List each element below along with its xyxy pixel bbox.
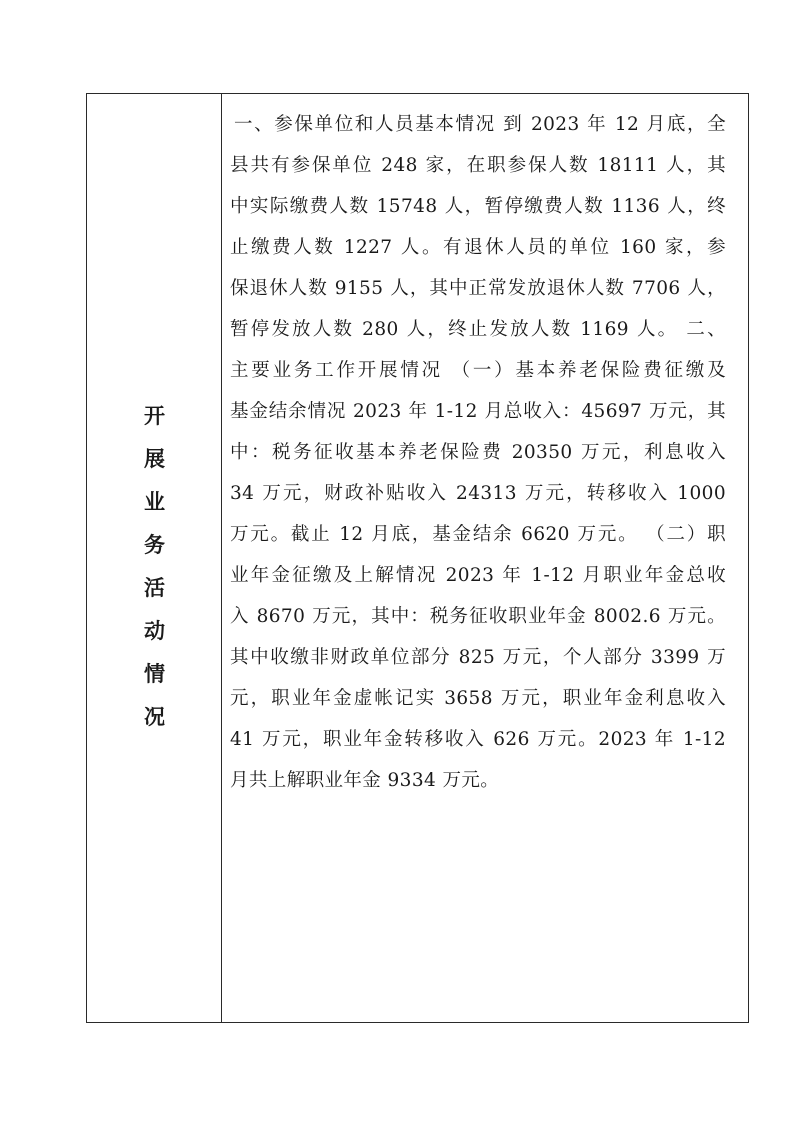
section-label-cell — [87, 94, 222, 1022]
content-line: 一、参保单位和人员基本情况 到 2023 年 12 月底，全 — [234, 114, 726, 135]
content-line: 月共上解职业年金 9334 万元。 — [230, 770, 500, 791]
section-content-cell — [222, 94, 748, 1022]
content-line: 中：税务征收基本养老保险费 20350 万元，利息收入 — [230, 442, 726, 463]
activity-form-table — [86, 93, 749, 1023]
section-label-char: 开 — [144, 403, 165, 428]
section-label-char: 展 — [144, 446, 165, 471]
content-line: 业年金征缴及上解情况 2023 年 1-12 月职业年金总收 — [230, 565, 726, 586]
section-label — [87, 394, 222, 738]
content-line: 其中收缴非财政单位部分 825 万元，个人部分 3399 万 — [230, 647, 726, 668]
section-label-char: 情 — [144, 661, 165, 686]
content-line: 中实际缴费人数 15748 人，暂停缴费人数 1136 人，终 — [230, 196, 726, 217]
section-label-char: 况 — [144, 704, 165, 729]
section-label-char: 活 — [144, 575, 165, 600]
content-line: 主要业务工作开展情况 （一）基本养老保险费征缴及 — [230, 360, 726, 381]
content-line: 暂停发放人数 280 人，终止发放人数 1169 人。 二、 — [230, 319, 726, 340]
content-line: 元，职业年金虚帐记实 3658 万元，职业年金利息收入 — [230, 688, 726, 709]
content-line: 基金结余情况 2023 年 1-12 月总收入：45697 万元，其 — [230, 401, 726, 422]
content-line: 县共有参保单位 248 家，在职参保人数 18111 人，其 — [230, 155, 726, 176]
section-label-char: 务 — [144, 532, 165, 557]
content-line: 万元。截止 12 月底，基金结余 6620 万元。 （二）职 — [230, 524, 726, 545]
section-label-char: 业 — [144, 489, 165, 514]
content-line: 41 万元，职业年金转移收入 626 万元。2023 年 1-12 — [230, 729, 726, 750]
content-line: 保退休人数 9155 人，其中正常发放退休人数 7706 人， — [230, 278, 726, 299]
content-line: 入 8670 万元，其中：税务征收职业年金 8002.6 万元。 — [230, 606, 726, 627]
content-line: 止缴费人数 1227 人。有退休人员的单位 160 家，参 — [230, 237, 726, 258]
content-line: 34 万元，财政补贴收入 24313 万元，转移收入 1000 — [230, 483, 726, 504]
section-label-char: 动 — [144, 618, 165, 643]
